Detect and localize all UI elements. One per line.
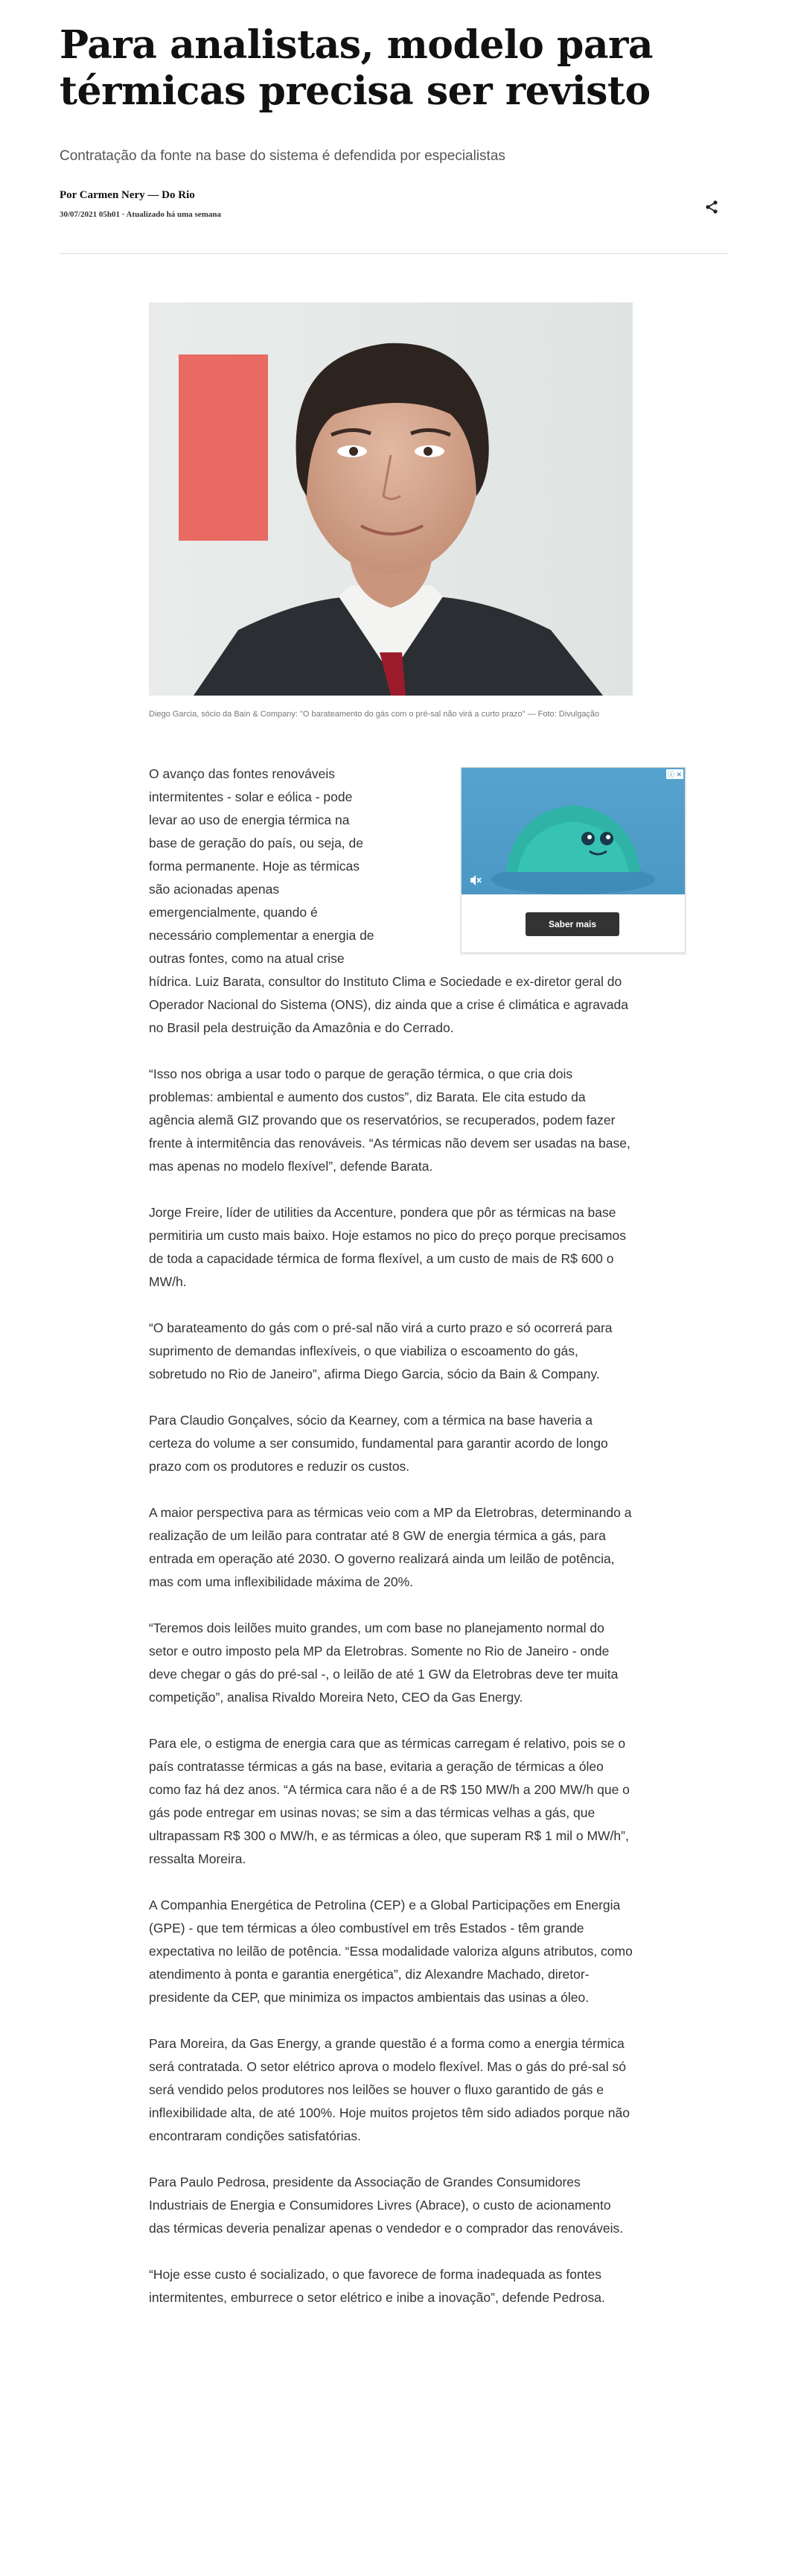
share-icon [703, 198, 721, 216]
share-button[interactable] [703, 198, 721, 216]
page-title: Para analistas, modelo para térmicas precisa ser revisto [60, 22, 654, 114]
adchoices-icon[interactable]: ⓘ ✕ [667, 771, 682, 778]
article-byline: Por Carmen Nery — Do Rio [60, 189, 195, 201]
paragraph: A Companhia Energética de Petrolina (CEP) e a Global Participações em Energia (GPE) - que tem térmicas a óleo combustível em três Estados - têm grande expectativa no leilão de potência. “Essa modalidade valoriza alguns atributos, como atendimento à ponta e garantia energética”, diz Alexandre Machado, diretor-presidente da CEP, que minimiza os impactos ambientais das usinas a óleo. [149, 1898, 633, 2005]
paragraph: “Teremos dois leilões muito grandes, um com base no planejamento normal do setor e outro imposto pela MP da Eletrobras. Somente no Rio de Janeiro - onde deve chegar o gás do pré-sal -, o leilão de até 1 GW da Eletrobras deve ter muita competição”, analisa Rivaldo Moreira Neto, CEO da Gas Energy. [149, 1621, 619, 1705]
paragraph: Para ele, o estigma de energia cara que as térmicas carregam é relativo, pois se o país contratasse térmicas a gás na base, evitaria a geração de térmicas a óleo como faz há dez anos. “A térmica cara não é a de R$ 150 MW/h a 200 MW/h que o gás pode entregar em usinas novas; se sim a das térmicas velhas a gás, que ultrapassam R$ 300 o MW/h, e as térmicas a óleo, que superam R$ 1 mil o MW/h”, ressalta Moreira. [149, 1736, 630, 1866]
article-subtitle: Contratação da fonte na base do sistema é defendida por especialistas [60, 148, 505, 164]
article-dateline: 30/07/2021 05h01 · Atualizado há uma semana [60, 210, 221, 219]
paragraph: “Isso nos obriga a usar todo o parque de geração térmica, o que cria dois problemas: ambiental e aumento dos custos”, diz Barata. Ele cita estudo da agência alemã GIZ provando que os reservatórios, se recuperados, podem fazer frente à intermitência das renováveis. “As térmicas não devem ser usadas na base, mas apenas no modelo flexível”, defende Barata. [149, 1066, 630, 1174]
paragraph: “Hoje esse custo é socializado, o que favorece de forma inadequada as fontes intermitentes, emburrece o setor elétrico e inibe a inovação”, defende Pedrosa. [149, 2267, 605, 2305]
photo-caption: Diego Garcia, sócio da Bain & Company: "O barateamento do gás com o pré-sal não virá a curto prazo" — Foto: Divulgação [149, 710, 600, 719]
header-divider [60, 253, 728, 254]
article-photo [149, 302, 633, 696]
paragraph: Jorge Freire, líder de utilities da Accenture, pondera que pôr as térmicas na base permitiria um custo mais baixo. Hoje estamos no pico do preço porque precisamos de toda a capacidade térmica de forma flexível, a um custo de mais de R$ 600 o MW/h. [149, 1205, 626, 1289]
paragraph: “O barateamento do gás com o pré-sal não virá a curto prazo e só ocorrerá para suprimento de demandas inflexíveis, o que viabiliza o escoamento do gás, sobretudo no Rio de Janeiro”, afirma Diego Garcia, sócio da Bain & Company. [149, 1320, 613, 1381]
paragraph: Para Moreira, da Gas Energy, a grande questão é a forma como a energia térmica será contratada. O setor elétrico aprova o modelo flexível. Mas o gás do pré-sal só será vendido pelos produtores nos leilões se houver o fluxo garantido de gás e inflexibilidade alta, de até 100%. Hoje muitos projetos têm sido adiados porque não encontraram condições satisfatórias. [149, 2036, 630, 2143]
ad-cta-button[interactable]: Saber mais [526, 912, 619, 936]
paragraph: O avanço das fontes renováveis intermitentes - solar e eólica - pode levar ao uso de energia térmica na base de geração do país, ou seja, de forma permanente. Hoje as térmicas são acionadas apenas emergencialmente, quando é necessário complementar a energia de outras fontes, como na atual crise hídrica. Luiz Barata, consultor do Instituto Clima e Sociedade e ex-diretor geral do Operador Nacional do Sistema (ONS), diz ainda que a crise é climática e agravada no Brasil pela destruição da Amazônia e do Cerrado. [149, 766, 628, 1035]
paragraph: Para Paulo Pedrosa, presidente da Associação de Grandes Consumidores Industriais de Energia e Consumidores Livres (Abrace), o custo de acionamento das térmicas deveria penalizar apenas o vendedor e o comprador das renováveis. [149, 2175, 624, 2236]
paragraph: A maior perspectiva para as térmicas veio com a MP da Eletrobras, determinando a realização de um leilão para contratar até 8 GW de energia térmica a gás, para entrada em operação até 2030. O governo realizará ainda um leilão de potência, mas com uma inflexibilidade máxima de 20%. [149, 1505, 632, 1589]
article-body [149, 763, 633, 2332]
ad-float-spacer [380, 763, 633, 958]
paragraph: Para Claudio Gonçalves, sócio da Kearney, com a térmica na base haveria a certeza do volume a ser consumido, fundamental para garantir acordo de longo prazo com os produtores e reduzir os custos. [149, 1413, 608, 1474]
article-header [60, 22, 729, 167]
